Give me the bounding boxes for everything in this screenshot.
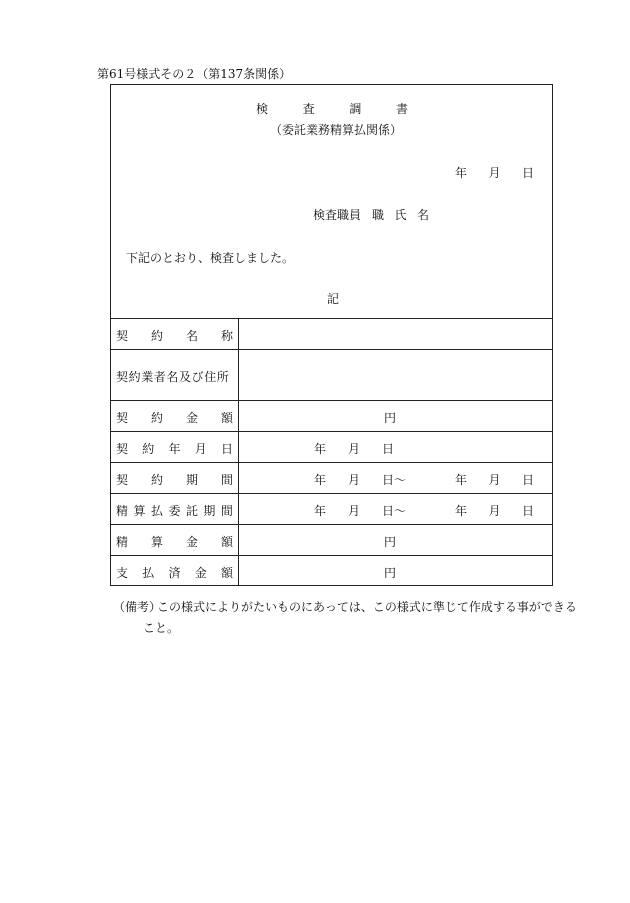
- table-divider: [110, 462, 553, 463]
- table-divider: [110, 318, 553, 319]
- contract-amount-yen: 円: [384, 411, 397, 425]
- label-char: 年: [314, 473, 327, 487]
- paid-amount-yen: 円: [384, 566, 397, 580]
- label-char: 月: [488, 473, 501, 487]
- inspector-name-label: [372, 206, 429, 223]
- label-char: 約: [150, 329, 163, 343]
- label-char: 間: [220, 473, 233, 487]
- label-char: 月: [488, 504, 501, 518]
- settlement-period-end: [455, 502, 534, 519]
- title-char: 書: [395, 102, 408, 116]
- label-char: 年: [314, 504, 327, 518]
- contract-period-end: [455, 471, 534, 488]
- label-char: 委: [168, 504, 181, 518]
- row-label-contract-period: [116, 471, 233, 488]
- row-label-settlement-amount: [116, 533, 233, 550]
- inspector-name-char: 名: [416, 208, 429, 222]
- row-label-settlement-period: [116, 502, 233, 519]
- intro-text: 下記のとおり、検査しました。: [126, 251, 295, 265]
- document-subtitle: （委託業務精算払関係）: [270, 123, 403, 137]
- label-char: 契: [116, 442, 129, 456]
- label-char: 日: [381, 442, 394, 456]
- row-label-contract-amount: [116, 409, 233, 426]
- remarks-label: （備考）: [113, 600, 162, 614]
- table-column-divider: [238, 318, 239, 586]
- row-label-contract-name: [116, 327, 233, 344]
- table-divider: [110, 555, 553, 556]
- label-char: 契: [116, 411, 129, 425]
- label-char: 金: [185, 411, 198, 425]
- label-char: 約: [142, 442, 155, 456]
- label-char: 日〜: [381, 473, 406, 487]
- label-char: 称: [220, 329, 233, 343]
- label-char: 月: [347, 504, 360, 518]
- table-divider: [110, 493, 553, 494]
- label-char: 期: [185, 473, 198, 487]
- remarks-line-1: この様式によりがたいものにあっては、この様式に準じて作成する事ができる: [157, 600, 577, 614]
- label-char: 間: [220, 504, 233, 518]
- label-char: 算: [150, 535, 163, 549]
- header-date: [455, 164, 534, 181]
- label-char: 期: [203, 504, 216, 518]
- inspector-label: 検査職員: [313, 208, 362, 222]
- row-label-contractor: 契約業者名及び住所: [116, 370, 230, 384]
- contract-date-value: [314, 440, 394, 457]
- title-char: 調: [349, 102, 362, 116]
- label-char: 約: [150, 411, 163, 425]
- label-char: 精: [116, 535, 129, 549]
- remarks-line-2: こと。: [143, 621, 180, 635]
- contract-name-field[interactable]: [240, 320, 552, 348]
- label-char: 名: [185, 329, 198, 343]
- label-char: 額: [220, 566, 233, 580]
- label-char: 金: [185, 535, 198, 549]
- table-divider: [110, 524, 553, 525]
- label-char: 精: [116, 504, 129, 518]
- document-title: [256, 100, 408, 117]
- date-day-label: 日: [521, 166, 534, 180]
- record-label: 記: [327, 292, 340, 306]
- label-char: 月: [194, 442, 207, 456]
- contract-period-start: [314, 471, 406, 488]
- table-divider: [110, 400, 553, 401]
- label-char: 日: [521, 504, 534, 518]
- label-char: 払: [150, 504, 163, 518]
- settlement-period-start: [314, 502, 406, 519]
- label-char: 払: [142, 566, 155, 580]
- label-char: 年: [455, 504, 468, 518]
- label-char: 金: [194, 566, 207, 580]
- label-char: 契: [116, 473, 129, 487]
- table-divider: [110, 349, 553, 350]
- label-char: 日: [220, 442, 233, 456]
- label-char: 契: [116, 329, 129, 343]
- table-divider: [110, 431, 553, 432]
- row-label-paid-amount: [116, 564, 233, 581]
- title-char: 検: [256, 102, 269, 116]
- inspector-name-char: 氏: [394, 208, 407, 222]
- label-char: 約: [150, 473, 163, 487]
- label-char: 日: [521, 473, 534, 487]
- label-char: 支: [116, 566, 129, 580]
- label-char: 額: [220, 535, 233, 549]
- label-char: 月: [347, 442, 360, 456]
- inspector-name-char: 職: [372, 208, 385, 222]
- date-year-label: 年: [455, 166, 468, 180]
- label-char: 額: [220, 411, 233, 425]
- label-char: 年: [168, 442, 181, 456]
- contractor-field[interactable]: [240, 351, 552, 399]
- row-label-contract-date: [116, 440, 233, 457]
- label-char: 算: [133, 504, 146, 518]
- label-char: 託: [185, 504, 198, 518]
- label-char: 年: [455, 473, 468, 487]
- date-month-label: 月: [488, 166, 501, 180]
- label-char: 済: [168, 566, 181, 580]
- label-char: 月: [347, 473, 360, 487]
- label-char: 年: [314, 442, 327, 456]
- form-number: 第61号様式その２（第137条関係）: [97, 67, 292, 81]
- settlement-amount-yen: 円: [384, 535, 397, 549]
- label-char: 日〜: [381, 504, 406, 518]
- title-char: 査: [302, 102, 315, 116]
